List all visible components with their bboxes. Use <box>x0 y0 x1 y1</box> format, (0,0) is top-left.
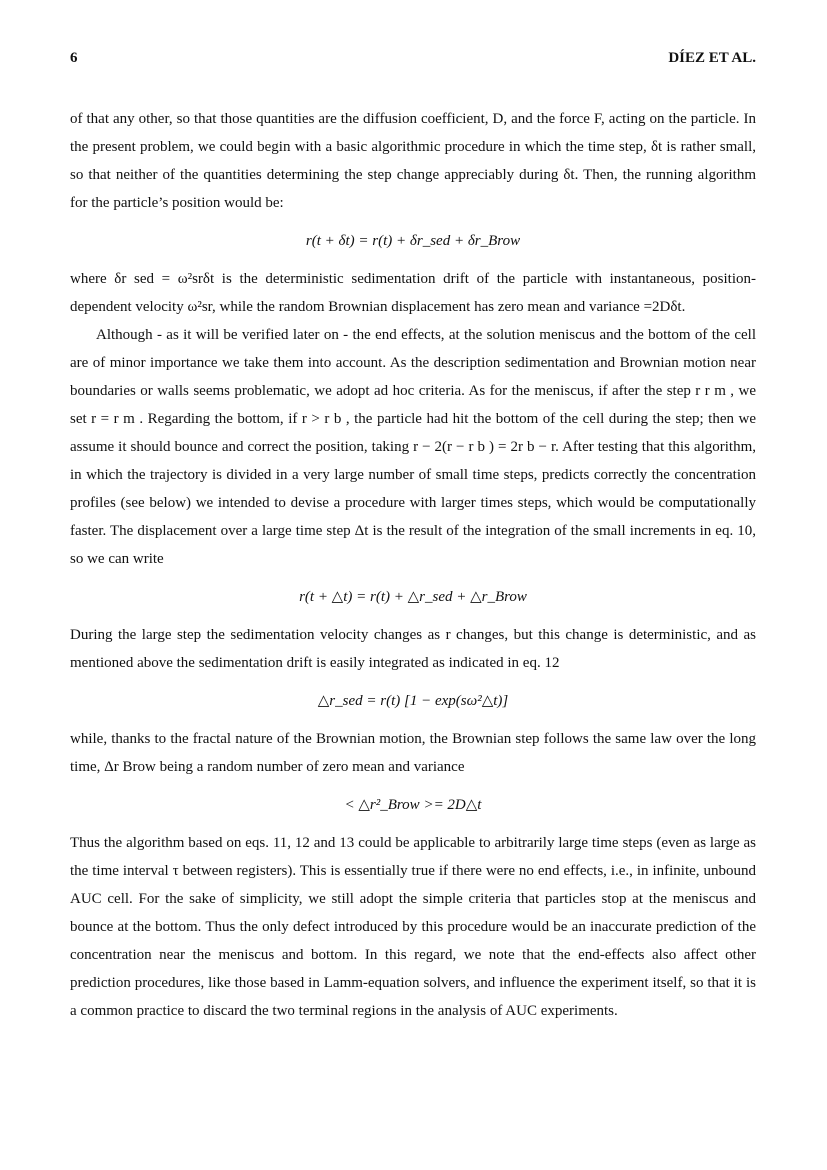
paragraph-2: where δr sed = ω²srδt is the deterministic sedimentation drift of the particle with instantaneous, position-dependent velocity ω²sr, while the random Brownian displacement has zero mean and variance =2Dδt. <box>70 271 756 315</box>
equation-12: △r_sed = r(t) [1 − exp(sω²△t)] <box>317 693 509 709</box>
equation-13: < △r²_Brow >= 2D△t <box>344 797 482 813</box>
paragraph-4: During the large step the sedimentation velocity changes as r changes, but this change is deterministic, and as mentioned above the sedimentation drift is easily integrated as indicated in eq. 12 <box>70 627 756 671</box>
paragraph-3: Although - as it will be verified later on - the end effects, at the solution meniscus and the bottom of the cell are of minor importance we take them into account. As the description sedimentation and Brownian motion near boundaries or walls seems problematic, we adopt ad hoc criteria. As for the meniscus, if after the step r r m , we set r = r m . Regarding the bottom, if r > r b , the particle had hit the bottom of the cell during the step; then we assume it should bounce and correct the position, taking r − 2(r − r b ) = 2r b − r. After testing that this algorithm, in which the trajectory is divided in a very large number of small time steps, predicts correctly the concentration profiles (see below) we intended to devise a procedure with larger times steps, which would be computationally faster. The displacement over a large time step Δt is the result of the integration of the small increments in eq. 10, so we can write <box>70 327 756 567</box>
page-number: 6 <box>70 50 78 66</box>
body-text <box>70 105 756 1025</box>
equation-11: r(t + △t) = r(t) + △r_sed + △r_Brow <box>299 589 527 605</box>
paragraph-5: while, thanks to the fractal nature of the Brownian motion, the Brownian step follows the same law over the long time, Δr Brow being a random number of zero mean and variance <box>70 731 756 775</box>
running-head: DÍEZ ET AL. <box>668 50 756 66</box>
equation-10: r(t + δt) = r(t) + δr_sed + δr_Brow <box>305 233 521 249</box>
paragraph-6: Thus the algorithm based on eqs. 11, 12 and 13 could be applicable to arbitrarily large time steps (even as large as the time interval τ between registers). This is essentially true if there were no end effects, i.e., in infinite, unbound AUC cell. For the sake of simplicity, we still adopt the simple criteria that particles stop at the meniscus and bounce at the bottom. Thus the only defect introduced by this procedure would be an inaccurate prediction of the concentration near the meniscus and bottom. In this regard, we note that the end-effects also affect other prediction procedures, like those based in Lamm-equation solvers, and influence the experiment itself, so that it is a common practice to discard the two terminal regions in the analysis of AUC experiments. <box>70 835 756 1019</box>
paragraph-1: of that any other, so that those quantities are the diffusion coefficient, D, and the force F, acting on the particle. In the present problem, we could begin with a basic algorithmic procedure in which the time step, δt is rather small, so that neither of the quantities determining the step change appreciably during δt. Then, the running algorithm for the particle’s position would be: <box>70 111 756 211</box>
page-header <box>70 50 756 72</box>
